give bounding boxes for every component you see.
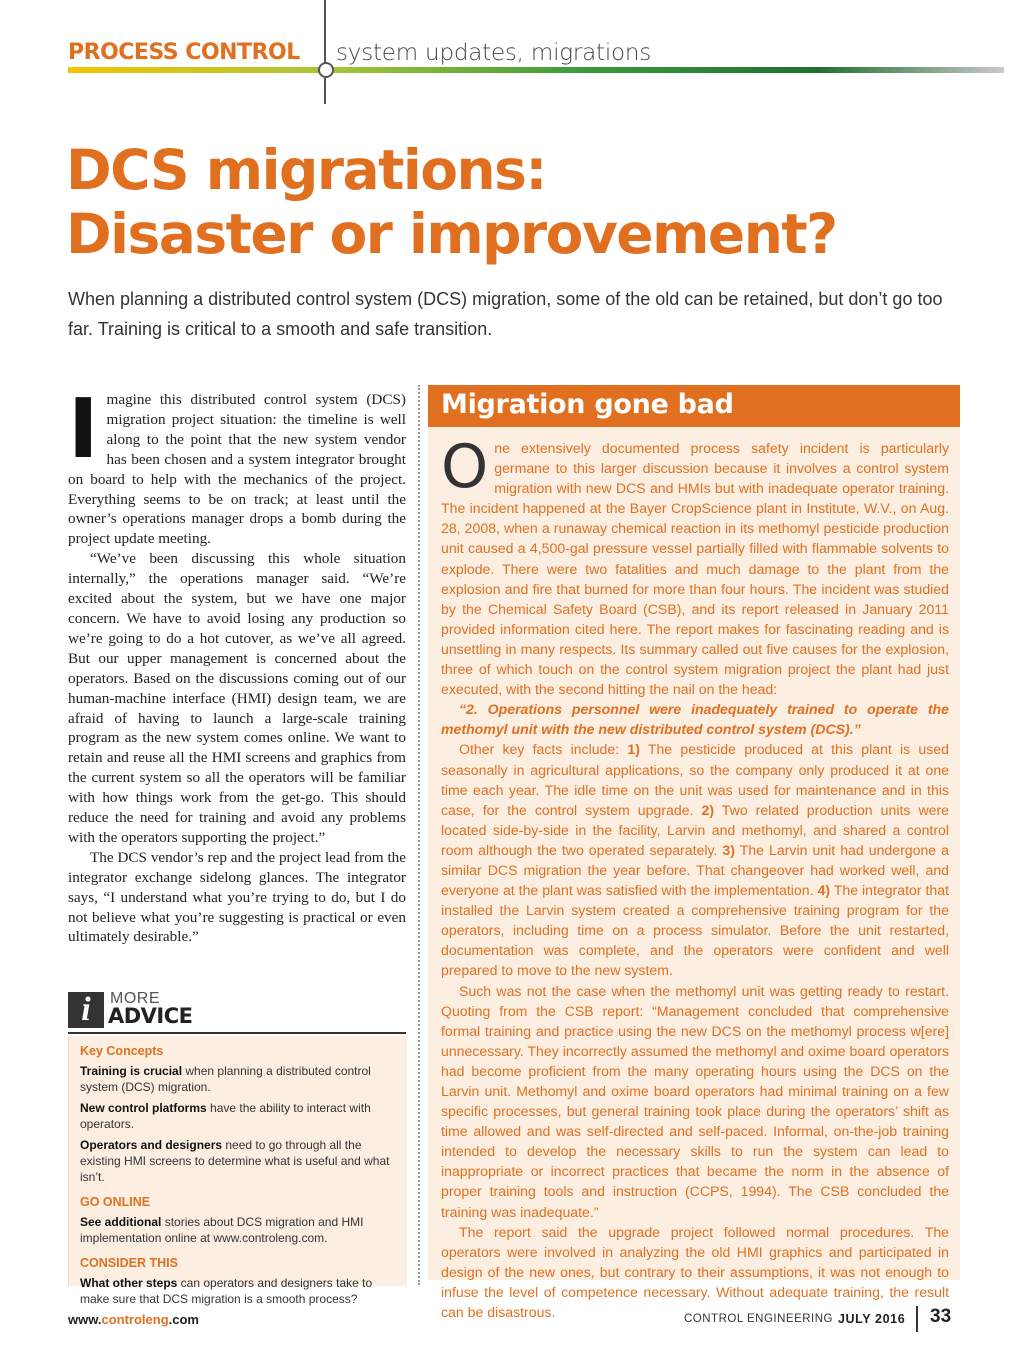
- sidebar-paragraph: Such was not the case when the methomyl unit was getting ready to restart. Quoting from the CSB report: “Management concluded that comprehensive formal training and practice using the new DCS on the methomyl process w[ere] unnecessary. They incorrectly assumed the methomyl and oxime board operators had become proficient from the many operating hours using the DCS on the Larvin unit. Methomyl and oxime board operators had minimal training on a few specific processes, but general training took place during the operators’ shift as time allowed and was self-directed and self-paced. Informal, on-the-job training intended to develop the necessary skills to run the system can lead to inappropriate or incorrect practices that became the norm in the absence of proper training tools and instruction (CCPS, 1994). The CSB concluded the training was inadequate.”: [441, 982, 949, 1220]
- article-headline: [66, 138, 966, 266]
- page-number: 33: [930, 1306, 952, 1327]
- article-deck: When planning a distributed control system (DCS) migration, some of the old can be retained, but don’t go too far. Training is critical to a smooth and safe transition.: [68, 289, 943, 339]
- body-paragraph: The DCS vendor’s rep and the project lead from the integrator exchange sidelong glances. The integrator says, “I understand what you’re trying to do, but I do not believe what you’re suggesting is practical or even ultimately desirable.”: [68, 848, 406, 946]
- sidebar-paragraph: The report said the upgrade project followed normal procedures. The operators were involved in analyzing the old HMI graphics and participated in design of the new ones, but contrary to their assumptions, it was not enough to infuse the level of competence necessary. Without adequate training, the result can be disastrous.: [441, 1223, 949, 1321]
- header-color-rule: [68, 67, 1004, 73]
- sidebar-title: Migration gone bad: [441, 389, 734, 420]
- headline-line-2: Disaster or improvement?: [66, 202, 837, 266]
- header-knob-icon: [318, 62, 334, 78]
- headline-line-1: DCS migrations:: [66, 138, 546, 202]
- section-topic: system updates, migrations: [336, 40, 652, 66]
- key-concepts-heading: Key Concepts: [80, 1044, 164, 1058]
- footer-divider: [916, 1306, 918, 1332]
- sidebar-drop-cap: O: [441, 432, 489, 502]
- footer-magazine: CONTROL ENGINEERING: [684, 1313, 834, 1325]
- go-online-item: See additional stories about DCS migration and HMI implementation online at www.controleng.com.: [80, 1215, 364, 1245]
- sidebar-paragraph: One extensively documented process safety incident is particularly germane to this larger discussion because it involves a control system migration with new DCS and HMIs but with inadequate operator training. The incident happened at the Bayer CropScience plant in Institute, W.V., on Aug. 28, 2008, when a runaway chemical reaction in its methomyl pesticide production unit caused a 4,500-gal pressure vessel partially filled with flammable solvents to explode. There were two fatalities and much damage to the plant from the explosion and fire that burned for more than four hours. The incident was studied by the Chemical Safety Board (CSB), and its report released in January 2011 provided information cited here. The report makes for fascinating reading and is unsettling in many respects. Its summary called out five causes for the explosion, three of which touch on the control system migration project the plant had just executed, with the second hitting the nail on the head:: [441, 432, 949, 698]
- consider-item: What other steps can operators and designers take to make sure that DCS migration is a smooth process?: [80, 1276, 373, 1306]
- key-concept-item: Operators and designers need to go through all the existing HMI screens to determine what is useful and what isn’t.: [80, 1138, 390, 1184]
- sidebar-body: [441, 432, 950, 1322]
- sidebar-quote: “2. Operations personnel were inadequately trained to operate the methomyl unit with the new distributed control system (DCS).”: [441, 701, 949, 738]
- info-icon: i: [68, 992, 104, 1028]
- drop-cap: I: [68, 382, 99, 477]
- sidebar-paragraph: Other key facts include: 1) The pesticide produced at this plant is used seasonally in agricultural applications, so the company only produced it at one time each year. The idle time on the unit was used for maintenance and in this case, for the control system upgrade. 2) Two related production units were located side-by-side in the facility, Larvin and methomyl, and shared a control room although the two operated separately. 3) The Larvin unit had undergone a similar DCS migration the year before. That changeover had worked well, and everyone at the plant was satisfied with the implementation. 4) The integrator that installed the Larvin system created a comprehensive training program for the operators, including time on a process simulator. Before the unit restarted, documentation was complete, and the operators were confident and well prepared to move to the new system.: [441, 741, 950, 979]
- advice-content: [80, 1043, 400, 1312]
- advice-more-label: MORE: [110, 990, 160, 1007]
- section-label: PROCESS CONTROL: [68, 40, 300, 65]
- consider-heading: CONSIDER THIS: [80, 1256, 178, 1270]
- body-paragraph: “We’ve been discussing this whole situation internally,” the operations manager said. “We’re excited about the system, but we have one major concern. We have to avoid losing any production so we’re going to do a hot cutover, as we’ve all agreed. But our upper management is concerned about the operators. Based on the discussions coming out of our human-machine interface (HMI) design team, we are afraid of having to launch a large-scale training program as the new system comes online. We want to retain and reuse all the HMI screens and graphics from the current system so all the operators will be familiar with how things work from the get-go. This should reduce the need for training and avoid any problems with the operators supporting the project.”: [68, 550, 406, 846]
- advice-title: ADVICE: [108, 1004, 193, 1028]
- go-online-heading: GO ONLINE: [80, 1195, 151, 1209]
- advice-rule: [68, 1032, 406, 1034]
- header-divider: [324, 0, 326, 104]
- column-divider: [418, 385, 420, 1285]
- key-concept-item: New control platforms have the ability to interact with operators.: [80, 1101, 371, 1131]
- footer-url[interactable]: www.controleng.com: [68, 1312, 199, 1327]
- body-paragraph: Imagine this distributed control system (DCS) migration project situation: the timeline is well along to the point that the new system vendor has been chosen and a system integrator brought on board to help with the mechanics of the project. Everything seems to be on track; at least until the owner’s operations manager drops a bomb during the project update meeting.: [68, 382, 406, 548]
- article-body: [68, 382, 406, 947]
- footer-date: JULY 2016: [838, 1312, 906, 1326]
- key-concept-item: Training is crucial when planning a distributed control system (DCS) migration.: [80, 1064, 371, 1094]
